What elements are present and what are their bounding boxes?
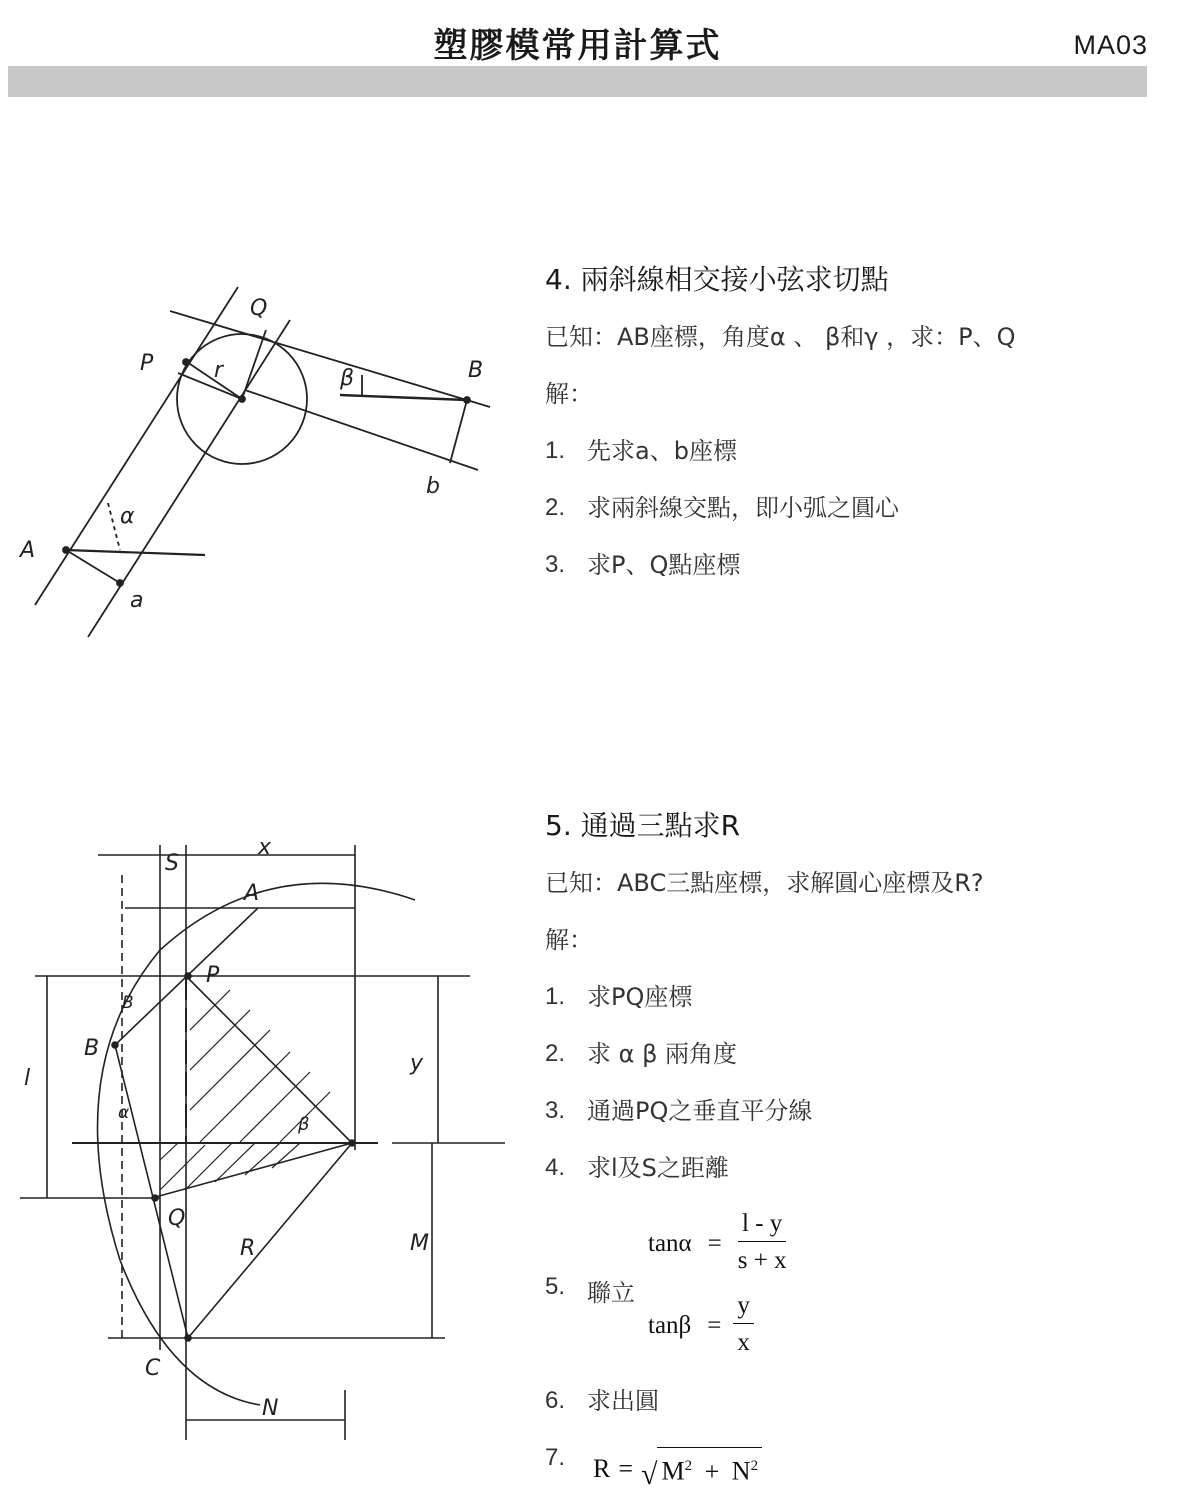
term-m: M [661, 1456, 685, 1486]
step-num: 3. [545, 551, 566, 578]
formula-lhs: R [593, 1453, 611, 1483]
square-root [641, 1447, 762, 1490]
step-5-simultaneous [545, 1207, 1165, 1377]
section-5-step [545, 1093, 1165, 1150]
term-n: N [731, 1456, 751, 1486]
page-code: MA03 [1073, 30, 1148, 60]
fraction [733, 1289, 754, 1362]
label-Q: Q [250, 296, 268, 321]
numerator: l - y [738, 1207, 786, 1242]
radicand [657, 1447, 762, 1490]
eq-lhs: tanβ [648, 1311, 692, 1339]
section-4 [545, 262, 1165, 604]
step-num: 7. [545, 1444, 566, 1471]
step-text: 求P、Q點座標 [587, 551, 741, 579]
formula-eq: = [618, 1453, 634, 1483]
step-text: 先求a、b座標 [587, 437, 737, 465]
step-text: 聯立 [587, 1279, 635, 1307]
step-text: 通過PQ之垂直平分線 [587, 1097, 813, 1125]
exp-m: 2 [684, 1458, 693, 1475]
label-beta: β [340, 366, 355, 391]
step-num: 2. [545, 1040, 566, 1067]
step-num: 6. [545, 1387, 566, 1414]
label-B: B [468, 358, 484, 383]
label-P: P [206, 963, 220, 988]
label-R: R [240, 1236, 256, 1261]
label-N: N [262, 1396, 279, 1421]
section-5-solution-label: 解： [545, 926, 593, 954]
section-4-step [545, 490, 1165, 547]
label-P: P [140, 351, 154, 376]
section-5-step-7 [545, 1440, 1165, 1497]
section-5-step [545, 1150, 1165, 1207]
eq-lhs: tanα [648, 1229, 692, 1257]
section-5 [545, 808, 1165, 1497]
step-text: 求兩斜線交點，即小弧之圓心 [587, 494, 899, 522]
label-Q: Q [168, 1206, 186, 1231]
denominator: x [737, 1329, 750, 1356]
step-text: 求 α β 兩角度 [587, 1040, 738, 1068]
eq-sign: = [707, 1311, 722, 1339]
exp-n: 2 [750, 1458, 759, 1475]
label-A: A [244, 881, 260, 906]
section-4-step [545, 547, 1165, 604]
section-4-title: 4. 兩斜線相交接小弦求切點 [545, 263, 889, 296]
radius-formula [593, 1440, 762, 1497]
step-text: 求出圓 [587, 1387, 659, 1415]
header-bar [8, 66, 1147, 97]
step-num: 1. [545, 437, 566, 464]
label-l: l [24, 1066, 31, 1091]
label-B: B [84, 1036, 100, 1061]
label-alpha: α [120, 504, 135, 529]
label-x: x [258, 835, 272, 860]
step-text: 求l及S之距離 [587, 1154, 729, 1182]
section-4-solution-label: 解： [545, 380, 593, 408]
fraction [734, 1207, 791, 1280]
step-num: 5. [545, 1273, 566, 1300]
plus-sign: + [704, 1456, 720, 1486]
section-4-given: 已知：AB座標，角度α 、 β和γ ，求：P、Q [545, 323, 1016, 351]
tan-alpha-equation [648, 1207, 791, 1280]
section-5-given: 已知：ABC三點座標，求解圓心座標及R? [545, 869, 984, 897]
section-4-step [545, 433, 1165, 490]
label-B-angle: B [122, 993, 134, 1013]
label-M: M [410, 1231, 429, 1256]
eq-sign: = [707, 1229, 722, 1257]
label-a: a [130, 588, 144, 613]
section-5-step [545, 1383, 1165, 1440]
tan-beta-equation [648, 1289, 754, 1362]
label-A: A [20, 538, 36, 563]
step-num: 3. [545, 1097, 566, 1124]
page-title: 塑膠模常用計算式 [433, 26, 722, 66]
step-num: 1. [545, 983, 566, 1010]
label-beta: β [298, 1114, 310, 1135]
label-r: r [214, 358, 224, 383]
section-5-title: 5. 通過三點求R [545, 809, 741, 842]
step-num: 2. [545, 494, 566, 521]
label-alpha: α [118, 1103, 130, 1123]
label-S: S [165, 851, 179, 876]
step-text: 求PQ座標 [587, 983, 693, 1011]
section-5-step [545, 1036, 1165, 1093]
diagram-tangent-points [0, 245, 520, 665]
label-y: y [410, 1051, 424, 1076]
label-C: C [145, 1356, 161, 1381]
radical-sign-icon: √ [641, 1457, 658, 1491]
section-5-step [545, 979, 1165, 1036]
numerator: y [733, 1289, 754, 1324]
diagram-three-points-circle [0, 830, 520, 1450]
label-b: b [426, 474, 440, 499]
step-num: 4. [545, 1154, 566, 1181]
denominator: s + x [737, 1247, 787, 1274]
